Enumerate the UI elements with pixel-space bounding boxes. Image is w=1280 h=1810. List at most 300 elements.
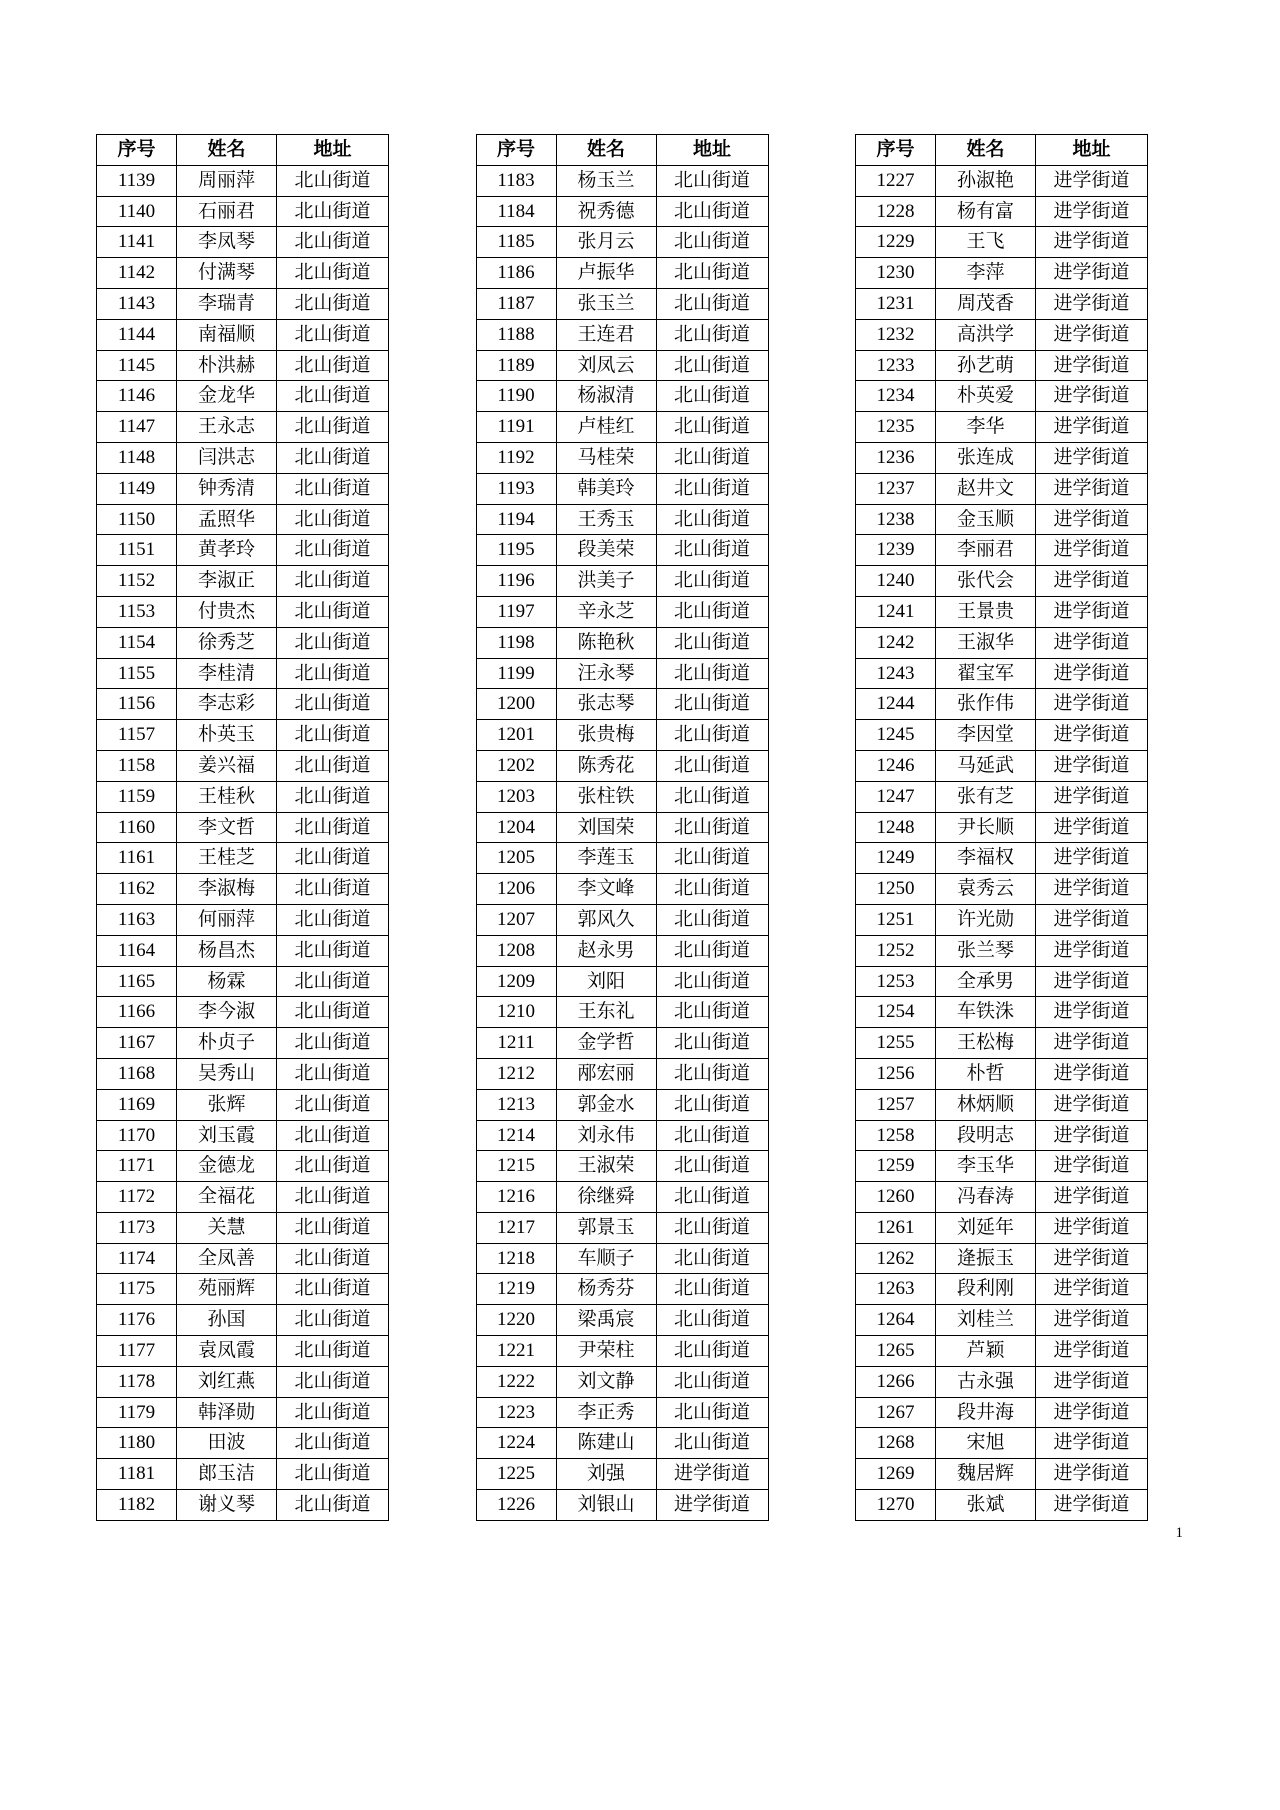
table-row <box>476 288 768 319</box>
table-row <box>476 966 768 997</box>
table-row <box>97 1274 389 1305</box>
cell-sequence: 1193 <box>476 473 556 504</box>
table-row <box>97 258 389 289</box>
table-row <box>476 935 768 966</box>
table-row <box>97 196 389 227</box>
cell-name: 石丽君 <box>177 196 277 227</box>
cell-name: 赵井文 <box>936 473 1036 504</box>
cell-name: 钟秀清 <box>177 473 277 504</box>
roster-table-2 <box>476 134 769 1521</box>
cell-name: 卢振华 <box>556 258 656 289</box>
cell-address: 北山街道 <box>277 288 389 319</box>
cell-address: 北山街道 <box>656 658 768 689</box>
cell-sequence: 1184 <box>476 196 556 227</box>
table-row <box>476 1028 768 1059</box>
cell-name: 郎玉洁 <box>177 1459 277 1490</box>
cell-address: 北山街道 <box>656 720 768 751</box>
table-row <box>476 1336 768 1367</box>
table-row <box>97 1182 389 1213</box>
cell-sequence: 1187 <box>476 288 556 319</box>
cell-sequence: 1265 <box>856 1336 936 1367</box>
cell-sequence: 1256 <box>856 1058 936 1089</box>
cell-address: 北山街道 <box>656 1274 768 1305</box>
cell-sequence: 1267 <box>856 1397 936 1428</box>
cell-name: 周茂香 <box>936 288 1036 319</box>
cell-sequence: 1239 <box>856 535 936 566</box>
cell-sequence: 1217 <box>476 1212 556 1243</box>
cell-address: 进学街道 <box>1036 904 1148 935</box>
cell-name: 金玉顺 <box>936 504 1036 535</box>
cell-sequence: 1141 <box>97 227 177 258</box>
cell-address: 北山街道 <box>277 843 389 874</box>
table-row <box>97 812 389 843</box>
cell-sequence: 1238 <box>856 504 936 535</box>
cell-name: 李玉华 <box>936 1151 1036 1182</box>
cell-address: 进学街道 <box>1036 381 1148 412</box>
cell-address: 进学街道 <box>1036 1397 1148 1428</box>
cell-name: 段美荣 <box>556 535 656 566</box>
cell-address: 北山街道 <box>277 1058 389 1089</box>
cell-sequence: 1252 <box>856 935 936 966</box>
cell-name: 张兰琴 <box>936 935 1036 966</box>
cell-address: 北山街道 <box>656 1028 768 1059</box>
cell-address: 北山街道 <box>277 966 389 997</box>
cell-address: 北山街道 <box>277 350 389 381</box>
cell-name: 陈建山 <box>556 1428 656 1459</box>
cell-sequence: 1263 <box>856 1274 936 1305</box>
table-row <box>856 658 1148 689</box>
cell-sequence: 1212 <box>476 1058 556 1089</box>
cell-sequence: 1200 <box>476 689 556 720</box>
roster-tables-container <box>96 134 1148 1521</box>
cell-sequence: 1174 <box>97 1243 177 1274</box>
cell-name: 汪永琴 <box>556 658 656 689</box>
cell-address: 北山街道 <box>277 812 389 843</box>
table-row <box>856 319 1148 350</box>
cell-address: 北山街道 <box>656 412 768 443</box>
table-row <box>476 1120 768 1151</box>
cell-name: 刘桂兰 <box>936 1305 1036 1336</box>
cell-name: 李福权 <box>936 843 1036 874</box>
table-row <box>856 227 1148 258</box>
table-row <box>856 904 1148 935</box>
cell-address: 北山街道 <box>277 874 389 905</box>
cell-sequence: 1204 <box>476 812 556 843</box>
cell-sequence: 1253 <box>856 966 936 997</box>
cell-address: 进学街道 <box>1036 997 1148 1028</box>
table-row <box>97 935 389 966</box>
cell-name: 张贵梅 <box>556 720 656 751</box>
table-row <box>97 1058 389 1089</box>
table-row <box>856 1243 1148 1274</box>
table-row <box>97 412 389 443</box>
cell-address: 北山街道 <box>277 1028 389 1059</box>
cell-sequence: 1216 <box>476 1182 556 1213</box>
cell-address: 进学街道 <box>1036 1459 1148 1490</box>
table-row <box>476 720 768 751</box>
cell-address: 进学街道 <box>1036 288 1148 319</box>
cell-address: 北山街道 <box>277 1366 389 1397</box>
cell-address: 北山街道 <box>277 1089 389 1120</box>
cell-address: 北山街道 <box>277 227 389 258</box>
cell-name: 张辉 <box>177 1089 277 1120</box>
cell-sequence: 1221 <box>476 1336 556 1367</box>
table-row <box>476 904 768 935</box>
table-row <box>476 566 768 597</box>
table-row <box>476 1089 768 1120</box>
cell-sequence: 1245 <box>856 720 936 751</box>
cell-sequence: 1144 <box>97 319 177 350</box>
cell-name: 王秀玉 <box>556 504 656 535</box>
cell-name: 孙国 <box>177 1305 277 1336</box>
cell-sequence: 1175 <box>97 1274 177 1305</box>
cell-address: 进学街道 <box>1036 781 1148 812</box>
cell-sequence: 1254 <box>856 997 936 1028</box>
cell-name: 李瑞青 <box>177 288 277 319</box>
cell-address: 北山街道 <box>656 258 768 289</box>
cell-address: 进学街道 <box>1036 412 1148 443</box>
table-row <box>97 1366 389 1397</box>
table-row <box>856 627 1148 658</box>
cell-name: 张月云 <box>556 227 656 258</box>
cell-sequence: 1198 <box>476 627 556 658</box>
table-row <box>476 689 768 720</box>
cell-sequence: 1236 <box>856 442 936 473</box>
cell-name: 姜兴福 <box>177 750 277 781</box>
cell-name: 李萍 <box>936 258 1036 289</box>
cell-sequence: 1166 <box>97 997 177 1028</box>
cell-name: 孟照华 <box>177 504 277 535</box>
cell-address: 北山街道 <box>656 966 768 997</box>
table-row <box>856 350 1148 381</box>
cell-address: 进学街道 <box>1036 566 1148 597</box>
cell-sequence: 1143 <box>97 288 177 319</box>
table-row <box>97 1305 389 1336</box>
cell-address: 北山街道 <box>277 319 389 350</box>
cell-address: 北山街道 <box>277 1212 389 1243</box>
cell-name: 翟宝军 <box>936 658 1036 689</box>
cell-name: 古永强 <box>936 1366 1036 1397</box>
cell-name: 李因堂 <box>936 720 1036 751</box>
cell-address: 北山街道 <box>277 1428 389 1459</box>
column-header: 姓名 <box>556 135 656 166</box>
cell-sequence: 1170 <box>97 1120 177 1151</box>
cell-name: 宋旭 <box>936 1428 1036 1459</box>
table-header-row <box>476 135 768 166</box>
cell-address: 进学街道 <box>1036 1243 1148 1274</box>
table-row <box>856 966 1148 997</box>
cell-name: 孙艺萌 <box>936 350 1036 381</box>
cell-address: 北山街道 <box>656 689 768 720</box>
cell-name: 朴英爱 <box>936 381 1036 412</box>
table-row <box>856 1058 1148 1089</box>
cell-sequence: 1205 <box>476 843 556 874</box>
cell-address: 北山街道 <box>656 1336 768 1367</box>
cell-address: 北山街道 <box>656 1058 768 1089</box>
cell-name: 孙淑艳 <box>936 165 1036 196</box>
table-row <box>97 227 389 258</box>
cell-address: 北山街道 <box>277 196 389 227</box>
cell-name: 李正秀 <box>556 1397 656 1428</box>
cell-name: 辛永芝 <box>556 596 656 627</box>
cell-sequence: 1140 <box>97 196 177 227</box>
cell-address: 进学街道 <box>1036 1490 1148 1521</box>
table-row <box>856 1305 1148 1336</box>
cell-address: 北山街道 <box>656 165 768 196</box>
cell-address: 北山街道 <box>656 1366 768 1397</box>
cell-sequence: 1237 <box>856 473 936 504</box>
cell-address: 北山街道 <box>277 504 389 535</box>
column-header: 姓名 <box>177 135 277 166</box>
table-row <box>856 935 1148 966</box>
cell-address: 进学街道 <box>1036 1274 1148 1305</box>
table-header-row <box>97 135 389 166</box>
cell-sequence: 1161 <box>97 843 177 874</box>
table-row <box>476 1459 768 1490</box>
cell-sequence: 1255 <box>856 1028 936 1059</box>
table-row <box>97 350 389 381</box>
cell-address: 北山街道 <box>656 1120 768 1151</box>
table-row <box>476 627 768 658</box>
cell-sequence: 1232 <box>856 319 936 350</box>
cell-sequence: 1156 <box>97 689 177 720</box>
cell-sequence: 1186 <box>476 258 556 289</box>
cell-address: 北山街道 <box>277 1274 389 1305</box>
cell-address: 北山街道 <box>656 1212 768 1243</box>
cell-sequence: 1211 <box>476 1028 556 1059</box>
table-row <box>97 997 389 1028</box>
table-row <box>856 689 1148 720</box>
table-row <box>476 658 768 689</box>
cell-sequence: 1210 <box>476 997 556 1028</box>
cell-address: 北山街道 <box>277 1305 389 1336</box>
cell-address: 进学街道 <box>656 1490 768 1521</box>
cell-name: 杨昌杰 <box>177 935 277 966</box>
table-row <box>856 566 1148 597</box>
table-row <box>476 750 768 781</box>
cell-name: 张志琴 <box>556 689 656 720</box>
cell-name: 全凤善 <box>177 1243 277 1274</box>
cell-name: 刘国荣 <box>556 812 656 843</box>
cell-sequence: 1266 <box>856 1366 936 1397</box>
cell-address: 北山街道 <box>656 442 768 473</box>
table-row <box>97 1459 389 1490</box>
table-row <box>97 720 389 751</box>
cell-address: 进学街道 <box>1036 1151 1148 1182</box>
cell-address: 进学街道 <box>1036 350 1148 381</box>
cell-address: 北山街道 <box>656 381 768 412</box>
table-row <box>476 1212 768 1243</box>
cell-name: 张代会 <box>936 566 1036 597</box>
table-row <box>476 196 768 227</box>
cell-address: 北山街道 <box>277 781 389 812</box>
column-header: 序号 <box>476 135 556 166</box>
table-row <box>856 381 1148 412</box>
cell-address: 北山街道 <box>277 1459 389 1490</box>
cell-sequence: 1192 <box>476 442 556 473</box>
cell-name: 刘红燕 <box>177 1366 277 1397</box>
cell-name: 李志彩 <box>177 689 277 720</box>
table-row <box>856 288 1148 319</box>
cell-sequence: 1219 <box>476 1274 556 1305</box>
cell-address: 北山街道 <box>656 1243 768 1274</box>
table-row <box>856 596 1148 627</box>
cell-name: 谢义琴 <box>177 1490 277 1521</box>
cell-name: 郭景玉 <box>556 1212 656 1243</box>
table-row <box>476 1058 768 1089</box>
cell-name: 马延武 <box>936 750 1036 781</box>
cell-name: 苑丽辉 <box>177 1274 277 1305</box>
table-row <box>476 504 768 535</box>
cell-sequence: 1222 <box>476 1366 556 1397</box>
table-row <box>476 1366 768 1397</box>
cell-sequence: 1154 <box>97 627 177 658</box>
cell-address: 北山街道 <box>277 412 389 443</box>
table-row <box>476 1151 768 1182</box>
cell-sequence: 1223 <box>476 1397 556 1428</box>
cell-sequence: 1163 <box>97 904 177 935</box>
cell-name: 张柱铁 <box>556 781 656 812</box>
cell-name: 芦颖 <box>936 1336 1036 1367</box>
table-row <box>856 1120 1148 1151</box>
cell-name: 赵永男 <box>556 935 656 966</box>
cell-sequence: 1177 <box>97 1336 177 1367</box>
cell-name: 祝秀德 <box>556 196 656 227</box>
cell-name: 李文峰 <box>556 874 656 905</box>
cell-sequence: 1164 <box>97 935 177 966</box>
cell-sequence: 1257 <box>856 1089 936 1120</box>
cell-name: 王东礼 <box>556 997 656 1028</box>
table-row <box>856 442 1148 473</box>
cell-name: 冯春涛 <box>936 1182 1036 1213</box>
table-row <box>97 874 389 905</box>
cell-name: 刘阳 <box>556 966 656 997</box>
table-row <box>476 442 768 473</box>
cell-address: 北山街道 <box>277 1120 389 1151</box>
cell-sequence: 1269 <box>856 1459 936 1490</box>
table-header-row <box>856 135 1148 166</box>
table-row <box>97 165 389 196</box>
cell-name: 刘银山 <box>556 1490 656 1521</box>
cell-sequence: 1215 <box>476 1151 556 1182</box>
cell-name: 徐秀芝 <box>177 627 277 658</box>
cell-name: 李莲玉 <box>556 843 656 874</box>
cell-address: 北山街道 <box>277 997 389 1028</box>
cell-address: 进学街道 <box>1036 1428 1148 1459</box>
cell-sequence: 1243 <box>856 658 936 689</box>
column-header: 地址 <box>277 135 389 166</box>
column-header: 地址 <box>1036 135 1148 166</box>
cell-name: 王飞 <box>936 227 1036 258</box>
table-row <box>856 1151 1148 1182</box>
cell-sequence: 1209 <box>476 966 556 997</box>
table-row <box>856 997 1148 1028</box>
cell-sequence: 1268 <box>856 1428 936 1459</box>
cell-sequence: 1178 <box>97 1366 177 1397</box>
cell-address: 北山街道 <box>277 720 389 751</box>
cell-name: 韩泽勋 <box>177 1397 277 1428</box>
cell-name: 李丽君 <box>936 535 1036 566</box>
cell-name: 付满琴 <box>177 258 277 289</box>
table-row <box>97 1212 389 1243</box>
cell-sequence: 1250 <box>856 874 936 905</box>
cell-name: 李桂清 <box>177 658 277 689</box>
table-row <box>97 381 389 412</box>
cell-name: 闫洪志 <box>177 442 277 473</box>
cell-name: 逄振玉 <box>936 1243 1036 1274</box>
cell-sequence: 1230 <box>856 258 936 289</box>
cell-address: 北山街道 <box>277 596 389 627</box>
cell-sequence: 1235 <box>856 412 936 443</box>
cell-address: 北山街道 <box>277 1397 389 1428</box>
cell-address: 进学街道 <box>1036 874 1148 905</box>
cell-address: 北山街道 <box>656 843 768 874</box>
cell-name: 马桂荣 <box>556 442 656 473</box>
cell-sequence: 1259 <box>856 1151 936 1182</box>
cell-name: 杨秀芬 <box>556 1274 656 1305</box>
cell-address: 北山街道 <box>277 935 389 966</box>
table-row <box>97 1336 389 1367</box>
cell-sequence: 1148 <box>97 442 177 473</box>
table-row <box>97 1028 389 1059</box>
cell-address: 北山街道 <box>656 319 768 350</box>
cell-name: 朴哲 <box>936 1058 1036 1089</box>
table-row <box>856 1428 1148 1459</box>
cell-address: 北山街道 <box>277 566 389 597</box>
table-row <box>97 566 389 597</box>
table-row <box>97 442 389 473</box>
table-row <box>476 412 768 443</box>
cell-sequence: 1206 <box>476 874 556 905</box>
table-row <box>97 319 389 350</box>
cell-address: 进学街道 <box>1036 1366 1148 1397</box>
cell-address: 进学街道 <box>1036 1182 1148 1213</box>
cell-name: 王淑华 <box>936 627 1036 658</box>
cell-sequence: 1231 <box>856 288 936 319</box>
cell-address: 进学街道 <box>1036 658 1148 689</box>
cell-address: 进学街道 <box>656 1459 768 1490</box>
cell-name: 王景贵 <box>936 596 1036 627</box>
cell-name: 南福顺 <box>177 319 277 350</box>
cell-sequence: 1185 <box>476 227 556 258</box>
cell-sequence: 1262 <box>856 1243 936 1274</box>
cell-address: 北山街道 <box>656 473 768 504</box>
table-row <box>97 966 389 997</box>
table-row <box>856 1490 1148 1521</box>
cell-address: 北山街道 <box>277 1243 389 1274</box>
cell-name: 朴英玉 <box>177 720 277 751</box>
cell-address: 进学街道 <box>1036 812 1148 843</box>
cell-address: 北山街道 <box>656 1151 768 1182</box>
cell-name: 尹长顺 <box>936 812 1036 843</box>
table-row <box>97 658 389 689</box>
cell-address: 北山街道 <box>277 1490 389 1521</box>
cell-name: 王淑荣 <box>556 1151 656 1182</box>
cell-sequence: 1264 <box>856 1305 936 1336</box>
cell-address: 北山街道 <box>656 1182 768 1213</box>
cell-address: 北山街道 <box>277 535 389 566</box>
cell-name: 许光勋 <box>936 904 1036 935</box>
column-header: 地址 <box>656 135 768 166</box>
cell-sequence: 1213 <box>476 1089 556 1120</box>
cell-name: 张有芝 <box>936 781 1036 812</box>
cell-sequence: 1228 <box>856 196 936 227</box>
table-row <box>476 1274 768 1305</box>
cell-sequence: 1168 <box>97 1058 177 1089</box>
cell-name: 刘强 <box>556 1459 656 1490</box>
cell-name: 王松梅 <box>936 1028 1036 1059</box>
table-row <box>476 535 768 566</box>
